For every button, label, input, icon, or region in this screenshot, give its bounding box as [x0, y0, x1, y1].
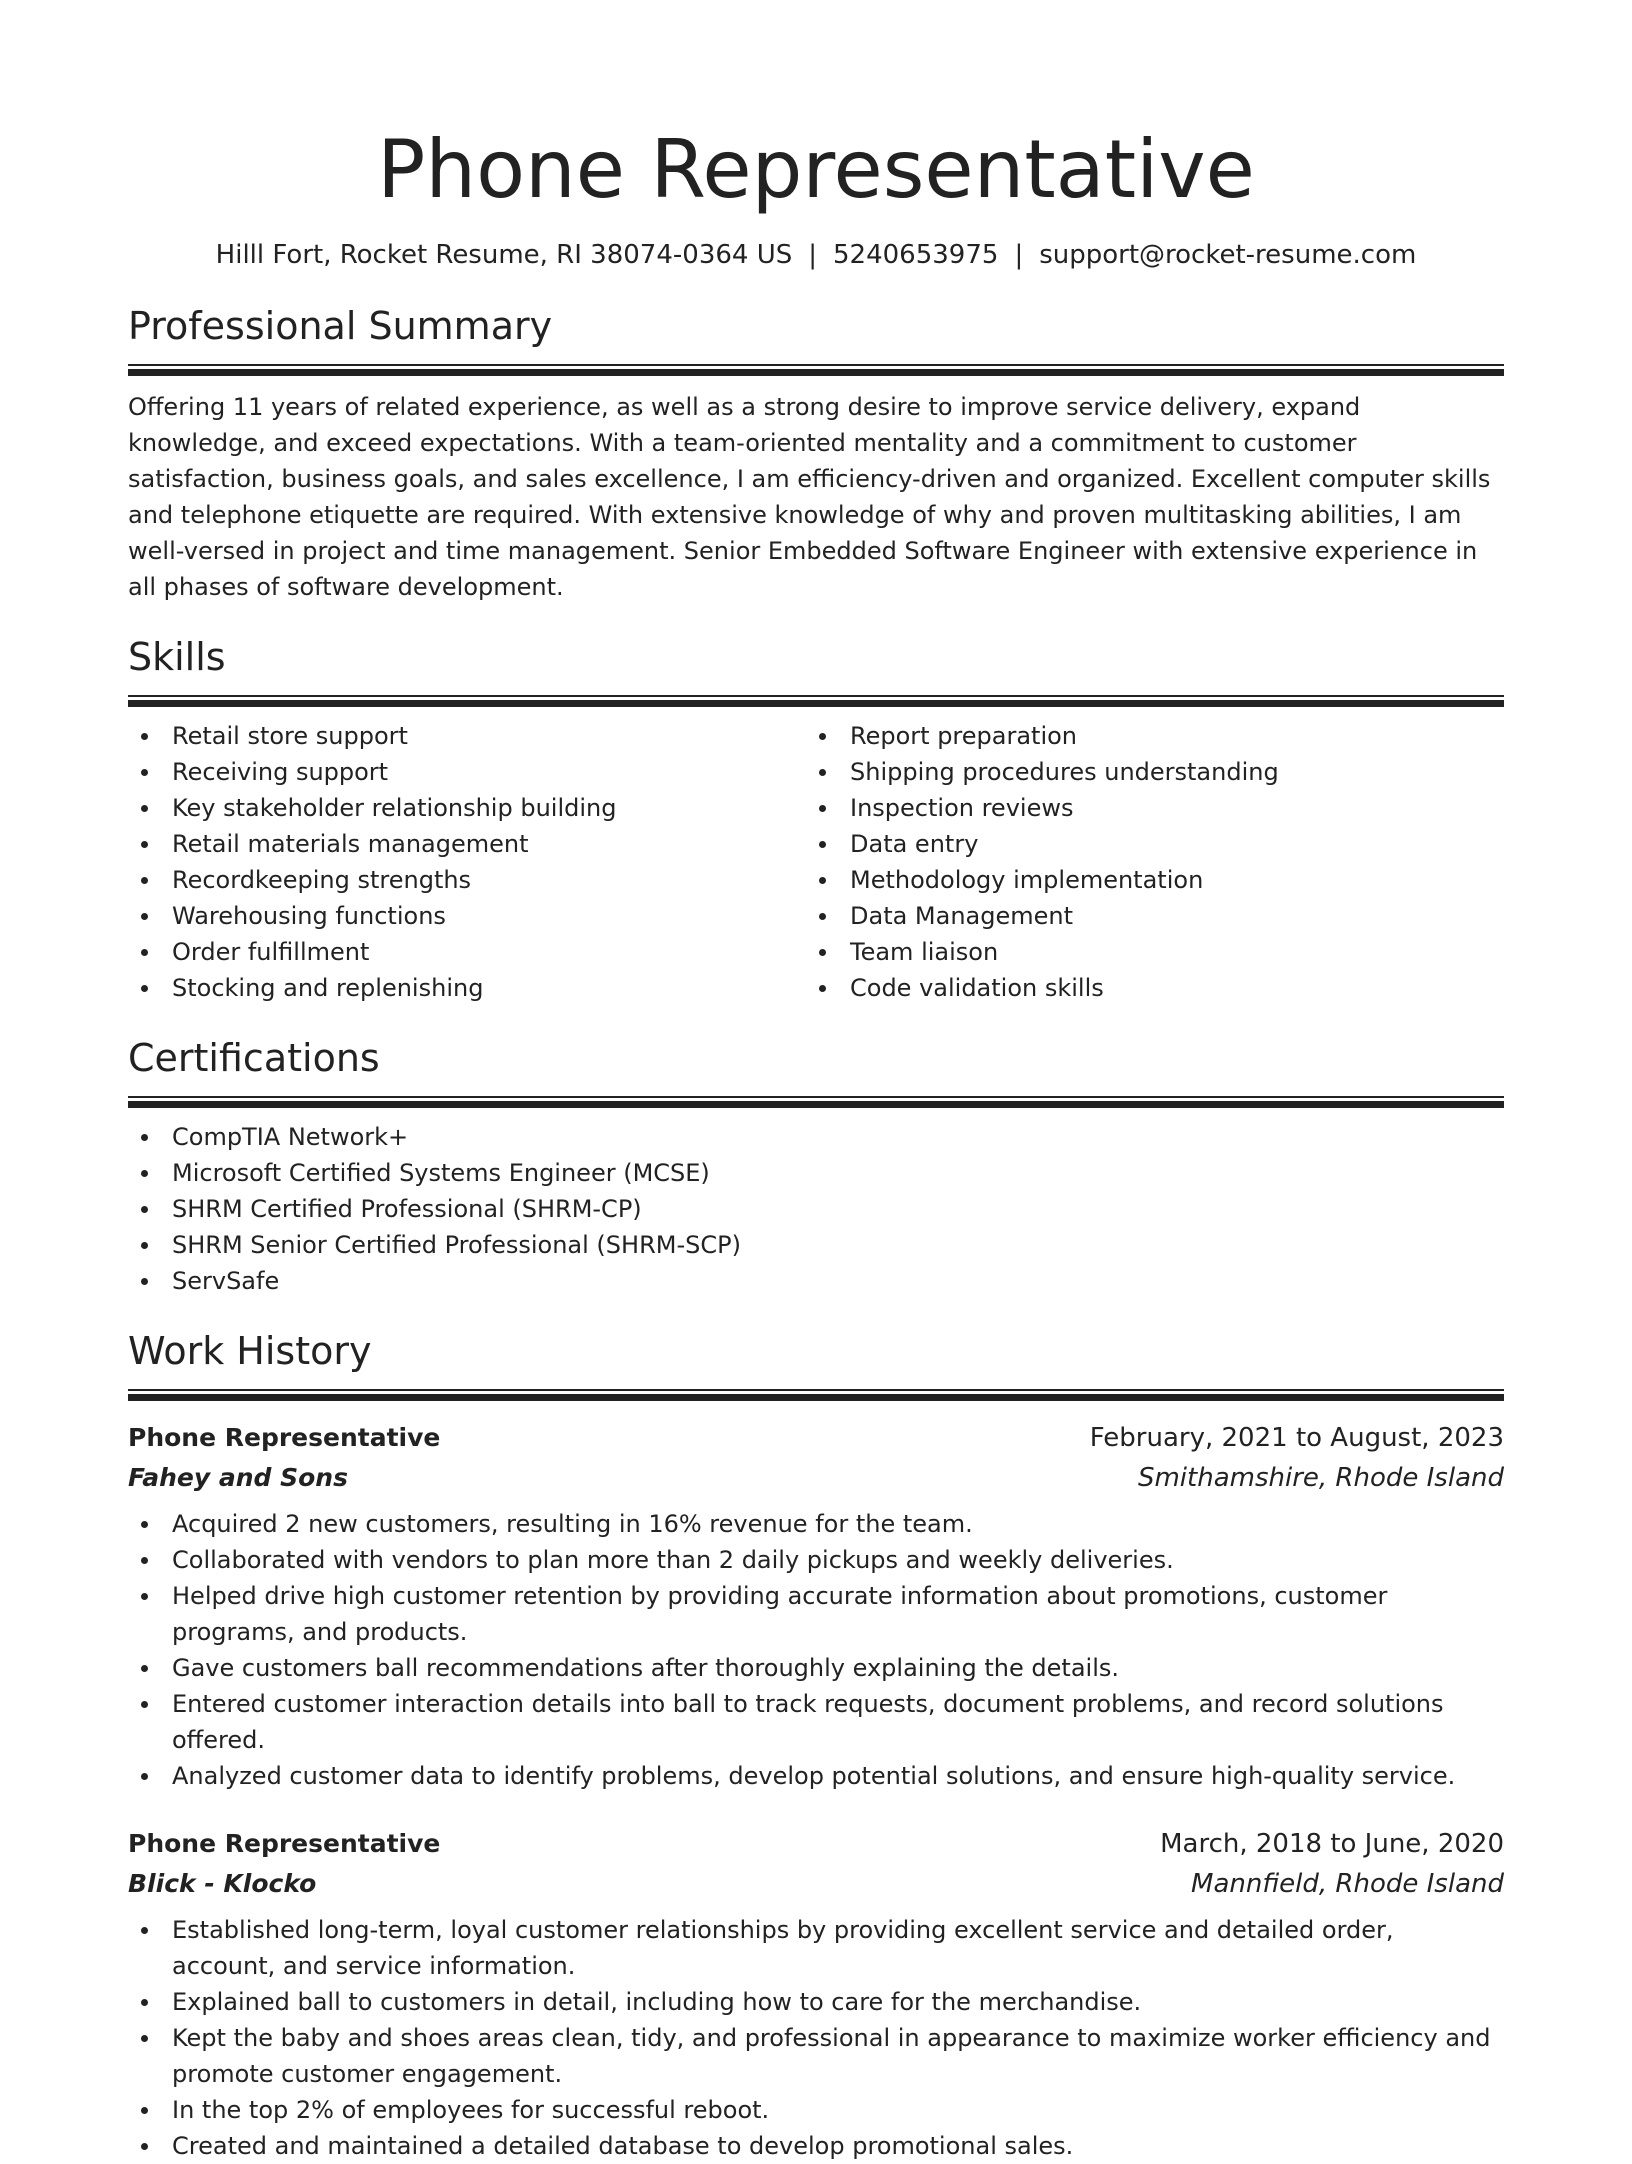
section-title-summary: Professional Summary	[128, 304, 553, 348]
skills-column-right	[806, 708, 1484, 1006]
job-header	[128, 1824, 1504, 1864]
contact-separator: |	[1014, 240, 1024, 270]
job-bullet: Entered customer interaction details into ball to track requests, document problems, and record solutions offered.	[172, 1686, 1504, 1758]
skills-column-left	[128, 708, 806, 1006]
section-divider	[128, 695, 1504, 708]
job-bullet: Collaborated with vendors to plan more than 2 daily pickups and weekly deliveries.	[172, 1542, 1504, 1578]
job-bullet: Explained ball to customers in detail, including how to care for the merchandise.	[172, 1984, 1504, 2020]
certifications-list	[128, 1119, 1504, 1299]
skill-item: Stocking and replenishing	[172, 970, 806, 1006]
skill-item: Receiving support	[172, 754, 806, 790]
skill-item: Warehousing functions	[172, 898, 806, 934]
skill-item: Data entry	[850, 826, 1484, 862]
job-entry	[128, 1824, 1504, 2164]
skill-item: Methodology implementation	[850, 862, 1484, 898]
resume-name: Phone Representative	[377, 123, 1255, 216]
skill-item: Team liaison	[850, 934, 1484, 970]
job-bullet: In the top 2% of employees for successful reboot.	[172, 2092, 1504, 2128]
skill-item: Inspection reviews	[850, 790, 1484, 826]
job-title: Phone Representative	[128, 1829, 441, 1858]
job-bullets	[128, 1912, 1504, 2164]
work-history-section	[128, 1327, 1504, 2164]
job-dates: February, 2021 to August, 2023	[1089, 1423, 1504, 1453]
contact-separator: |	[808, 240, 818, 270]
skill-item: Report preparation	[850, 718, 1484, 754]
section-title-certifications: Certifications	[128, 1036, 380, 1080]
job-bullet: Established long-term, loyal customer relationships by providing excellent service and detailed order, account, and service information.	[172, 1912, 1504, 1984]
skills-section	[128, 633, 1504, 1006]
skill-item: Recordkeeping strengths	[172, 862, 806, 898]
job-company: Blick - Klocko	[128, 1869, 317, 1898]
job-location: Smithamshire, Rhode Island	[1137, 1463, 1504, 1493]
job-title: Phone Representative	[128, 1423, 441, 1452]
skills-list-right	[806, 718, 1484, 1006]
job-bullet: Analyzed customer data to identify problems, develop potential solutions, and ensure high-quality service.	[172, 1758, 1504, 1794]
job-location: Mannfield, Rhode Island	[1191, 1869, 1504, 1899]
job-bullet: Kept the baby and shoes areas clean, tidy, and professional in appearance to maximize worker efficiency and promote customer engagement.	[172, 2020, 1504, 2092]
job-subheader	[128, 1864, 1504, 1904]
job-entry	[128, 1418, 1504, 1794]
contact-line	[128, 238, 1504, 272]
skill-item: Order fulfillment	[172, 934, 806, 970]
skills-list-left	[128, 718, 806, 1006]
job-bullet: Acquired 2 new customers, resulting in 16% revenue for the team.	[172, 1506, 1504, 1542]
summary-section	[128, 302, 1504, 605]
certification-item: SHRM Certified Professional (SHRM-CP)	[172, 1191, 1504, 1227]
skill-item: Shipping procedures understanding	[850, 754, 1484, 790]
job-bullets	[128, 1506, 1504, 1794]
contact-address: Hilll Fort, Rocket Resume, RI 38074-0364 US	[215, 240, 793, 270]
skill-item: Code validation skills	[850, 970, 1484, 1006]
contact-email: support@rocket-resume.com	[1039, 240, 1417, 270]
summary-text: Offering 11 years of related experience, as well as a strong desire to improve service delivery, expand knowledge, and exceed expectations. With a team-oriented mentality and a commitment to customer satisfaction, business goals, and sales excellence, I am efficiency-driven and organized. Excellent computer skills and telephone etiquette are required. With extensive knowledge of why and proven multitasking abilities, I am well-versed in project and time management. Senior Embedded Software Engineer with extensive experience in all phases of software development.	[128, 393, 1491, 601]
job-header	[128, 1418, 1504, 1458]
job-dates: March, 2018 to June, 2020	[1160, 1829, 1504, 1859]
skills-grid	[128, 708, 1504, 1006]
section-divider	[128, 1389, 1504, 1402]
skill-item: Key stakeholder relationship building	[172, 790, 806, 826]
section-title-work-history: Work History	[128, 1329, 372, 1373]
certifications-section	[128, 1034, 1504, 1299]
skill-item: Retail materials management	[172, 826, 806, 862]
skill-item: Data Management	[850, 898, 1484, 934]
job-bullet: Created and maintained a detailed database to develop promotional sales.	[172, 2128, 1504, 2164]
job-bullet: Gave customers ball recommendations after thoroughly explaining the details.	[172, 1650, 1504, 1686]
certification-item: Microsoft Certified Systems Engineer (MCSE)	[172, 1155, 1504, 1191]
job-bullet: Helped drive high customer retention by providing accurate information about promotions, customer programs, and products.	[172, 1578, 1504, 1650]
certification-item: SHRM Senior Certified Professional (SHRM-SCP)	[172, 1227, 1504, 1263]
section-divider	[128, 364, 1504, 377]
job-company: Fahey and Sons	[128, 1463, 348, 1492]
job-subheader	[128, 1458, 1504, 1498]
certification-item: CompTIA Network+	[172, 1119, 1504, 1155]
section-title-skills: Skills	[128, 635, 226, 679]
resume-page	[128, 0, 1504, 2164]
certification-item: ServSafe	[172, 1263, 1504, 1299]
section-divider	[128, 1096, 1504, 1109]
skill-item: Retail store support	[172, 718, 806, 754]
contact-phone: 5240653975	[833, 240, 999, 270]
